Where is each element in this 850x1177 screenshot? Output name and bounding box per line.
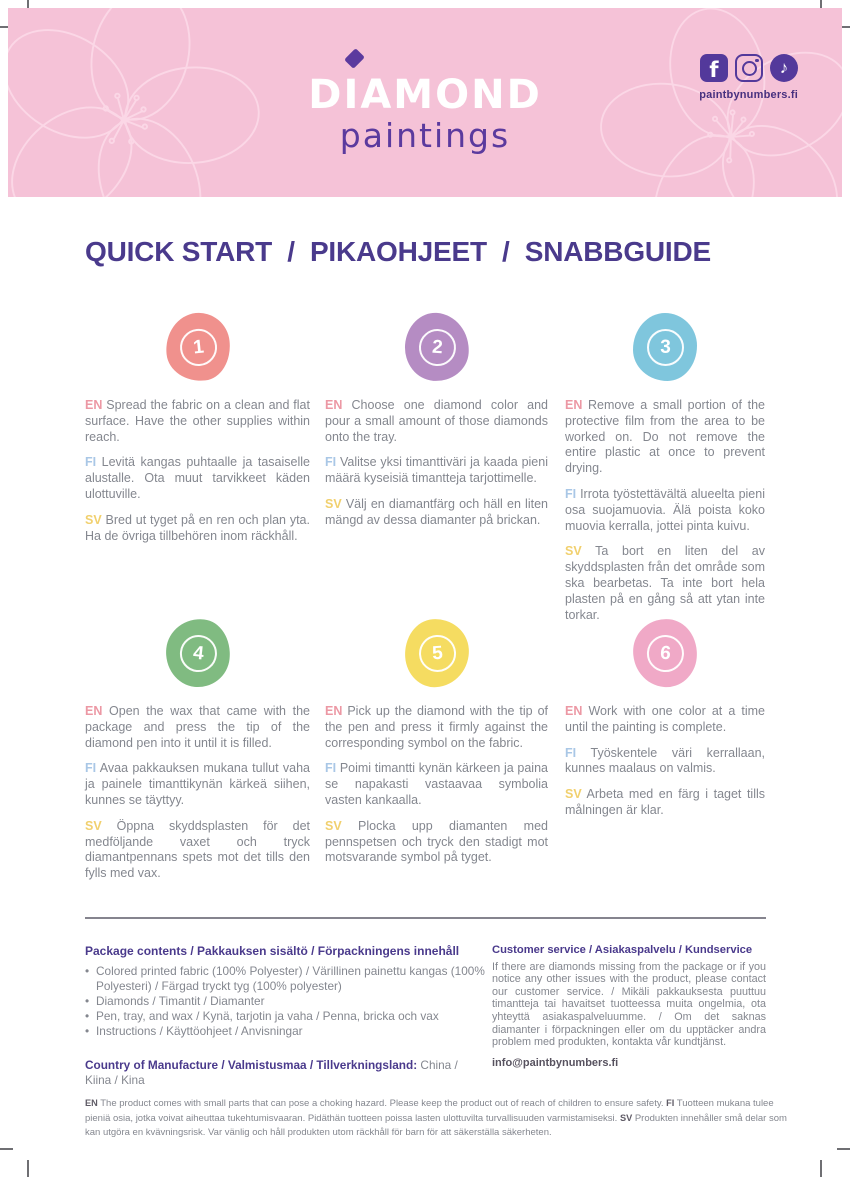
lang-label-fi: FI (565, 745, 577, 760)
step-4-text-fi: FI Avaa pakkauksen mukana tullut vaha ja painele timanttikynän kärkeä siihen, kunnes se täyttyy. (85, 761, 310, 807)
step-3-text-sv: SV Ta bort en liten del av skyddsplasten från det område som ska bearbetas. Ta inte bort hela plasten på en gång så att ytan inte torkar. (565, 544, 765, 622)
list-item: • Diamonds / Timantit / Diamanter (85, 994, 485, 1009)
lang-label-en: EN (325, 704, 343, 718)
social-icons (699, 54, 798, 82)
lang-label-sv: SV (325, 496, 342, 511)
customer-service-section (492, 944, 766, 1069)
lang-label-fi: FI (565, 486, 577, 501)
step-1-text-en: EN Spread the fabric on a clean and flat surface. Have the other supplies within reach. (85, 398, 310, 444)
safety-text-sv: Produkten innehåller små delar som kan utgöra en kvävningsrisk. Var vänlig och håll produkten utom räckhåll för barn för att säkerställa säkerheten. (85, 1112, 787, 1138)
lang-label-sv: SV (619, 1112, 633, 1123)
crop-mark-bottom-left-h (0, 1148, 13, 1150)
step-3-number-badge (633, 313, 697, 381)
step-5-text-sv: SV Plocka upp diamanten med pennspetsen och tryck den stadigt mot motsvarande symbol på tyget. (325, 818, 548, 865)
step-1-number-badge (162, 310, 233, 384)
step-4 (85, 616, 310, 892)
lang-label-en: EN (85, 1097, 98, 1108)
country-label: Country of Manufacture / Valmistusmaa / Tillverkningsland: (85, 1058, 418, 1072)
step-1-text-sv: SV Bred ut tyget på en ren och plan yta. Ha de övriga tillbehören inom räckhåll. (85, 512, 310, 543)
facebook-icon (700, 54, 728, 82)
list-item: • Pen, tray, and wax / Kynä, tarjotin ja vaha / Penna, bricka och vax (85, 1009, 485, 1024)
lang-label-sv: SV (85, 512, 102, 527)
lang-label-fi: FI (666, 1097, 675, 1108)
step-2 (325, 310, 548, 539)
step-6-number-badge (630, 616, 700, 689)
step-6-number: 6 (645, 633, 685, 673)
customer-service-body: If there are diamonds missing from the package or if you notice any other issues with the product, please contact our customer service. / Mikäli pakkauksesta puuttuu timantteja tai havaitset tuotteessa muita ongelmia, ota yhteyttä asiakaspalveluumme. / Om det saknas diamanter i förpackningen eller om du upptäcker andra problem med produkten, kontakta vår kundtjänst. (492, 960, 766, 1049)
safety-text-en: The product comes with small parts that can pose a choking hazard. Please keep the product out of reach of children to ensure safety. (100, 1097, 664, 1109)
step-2-number-badge (402, 311, 471, 383)
lang-label-en: EN (325, 398, 343, 412)
crop-mark-bottom-right-v (820, 1160, 822, 1177)
step-6 (565, 616, 765, 829)
instagram-icon (735, 54, 763, 82)
step-4-text-sv: SV Öppna skyddsplasten för det medföljande vaxet och tryck diamantpennans spets mot det tills den fylls med vax. (85, 818, 310, 881)
lang-label-sv: SV (565, 787, 582, 802)
step-5 (325, 616, 548, 876)
step-5-number: 5 (417, 633, 456, 672)
safety-warning (85, 1096, 793, 1140)
safety-text-fi: Tuotteen mukana tulee pieniä osia, jotka voivat aiheuttaa tukehtumisvaaran. Pidäthän tuotteen poissa lasten ulottuvilta turvallisuuden varmistamiseksi. (85, 1097, 774, 1124)
lang-label-fi: FI (325, 455, 337, 470)
diamond-icon (344, 48, 365, 69)
lang-label-en: EN (85, 398, 103, 412)
lang-label-fi: FI (85, 455, 97, 470)
step-3-text-en: EN Remove a small portion of the protective film from the area to be worked on. Do not remove the entire plastic at once to prevent drying. (565, 398, 765, 476)
list-item: • Colored printed fabric (100% Polyester) / Värillinen painettu kangas (100% Polyesteri) / Färgad tryckt tyg (100% polyester) (85, 964, 485, 994)
country-of-manufacture (85, 1058, 485, 1088)
step-1-text-fi: FI Levitä kangas puhtaalle ja tasaiselle alustalle. Ota muut tarvikkeet käden ulottuville. (85, 455, 310, 501)
package-contents-section (85, 944, 485, 1100)
step-2-text-en: EN Choose one diamond color and pour a small amount of those diamonds onto the tray. (325, 398, 548, 444)
step-6-text-en: EN Work with one color at a time until the painting is complete. (565, 704, 765, 734)
step-2-text-sv: SV Välj en diamantfärg och häll en liten mängd av dessa diamanter på brickan. (325, 496, 548, 527)
step-4-number-badge (162, 616, 233, 690)
step-6-text-sv: SV Arbeta med en färg i taget tills målningen är klar. (565, 787, 765, 817)
step-3-number: 3 (646, 328, 683, 365)
step-5-text-fi: FI Poimi timantti kynän kärkeen ja paina se napakasti vastaavaa symbolia vasten kankaalla. (325, 761, 548, 807)
lang-label-fi: FI (325, 761, 337, 776)
step-5-number-badge (402, 617, 471, 689)
package-contents-heading: Package contents / Pakkauksen sisältö / Förpackningens innehåll (85, 944, 460, 958)
lang-label-en: EN (565, 398, 583, 412)
step-6-text-fi: FI Työskentele väri kerrallaan, kunnes maalaus on valmis. (565, 745, 766, 776)
lang-label-en: EN (565, 704, 583, 718)
step-4-number: 4 (177, 633, 218, 674)
step-3-text-fi: FI Irrota työstettävältä alueelta pieni osa suojamuovia. Älä poista koko muovia kerralla, jottei pinta kuivu. (565, 486, 765, 533)
lang-label-fi: FI (85, 761, 97, 776)
list-item: • Instructions / Käyttöohjeet / Anvisningar (85, 1024, 485, 1039)
crop-mark-bottom-left-v (27, 1160, 29, 1177)
step-2-text-fi: FI Valitse yksi timanttiväri ja kaada pieni määrä kyseisiä timantteja tarjottimelle. (325, 455, 548, 486)
crop-mark-bottom-right-h (837, 1148, 850, 1150)
customer-service-heading: Customer service / Asiakaspalvelu / Kundservice (492, 944, 753, 956)
website-url: paintbynumbers.fi (699, 89, 798, 101)
customer-service-email: info@paintbynumbers.fi (492, 1056, 619, 1069)
country-value: China / Kiina / Kina (85, 1058, 458, 1087)
lang-label-sv: SV (325, 818, 342, 833)
section-divider (85, 917, 766, 919)
package-contents-list (85, 964, 485, 1039)
brand-subtitle: paintings (339, 116, 511, 155)
brand-name: DIAMOND (308, 72, 542, 118)
step-2-number: 2 (417, 327, 456, 366)
page-title: QUICK START / PIKAOHJEET / SNABBGUIDE (85, 236, 711, 267)
lang-label-sv: SV (565, 544, 582, 559)
step-3 (565, 310, 765, 633)
step-4-text-en: EN Open the wax that came with the package and press the tip of the diamond pen into it until it is filled. (85, 704, 310, 750)
social-block (699, 54, 798, 101)
lang-label-sv: SV (85, 818, 102, 833)
step-5-text-en: EN Pick up the diamond with the tip of the pen and press it firmly against the corresponding symbol on the fabric. (325, 704, 548, 750)
lang-label-en: EN (85, 704, 103, 718)
header-banner (8, 8, 842, 197)
step-1 (85, 310, 310, 554)
step-1-number: 1 (177, 327, 218, 368)
tiktok-icon (770, 54, 798, 82)
